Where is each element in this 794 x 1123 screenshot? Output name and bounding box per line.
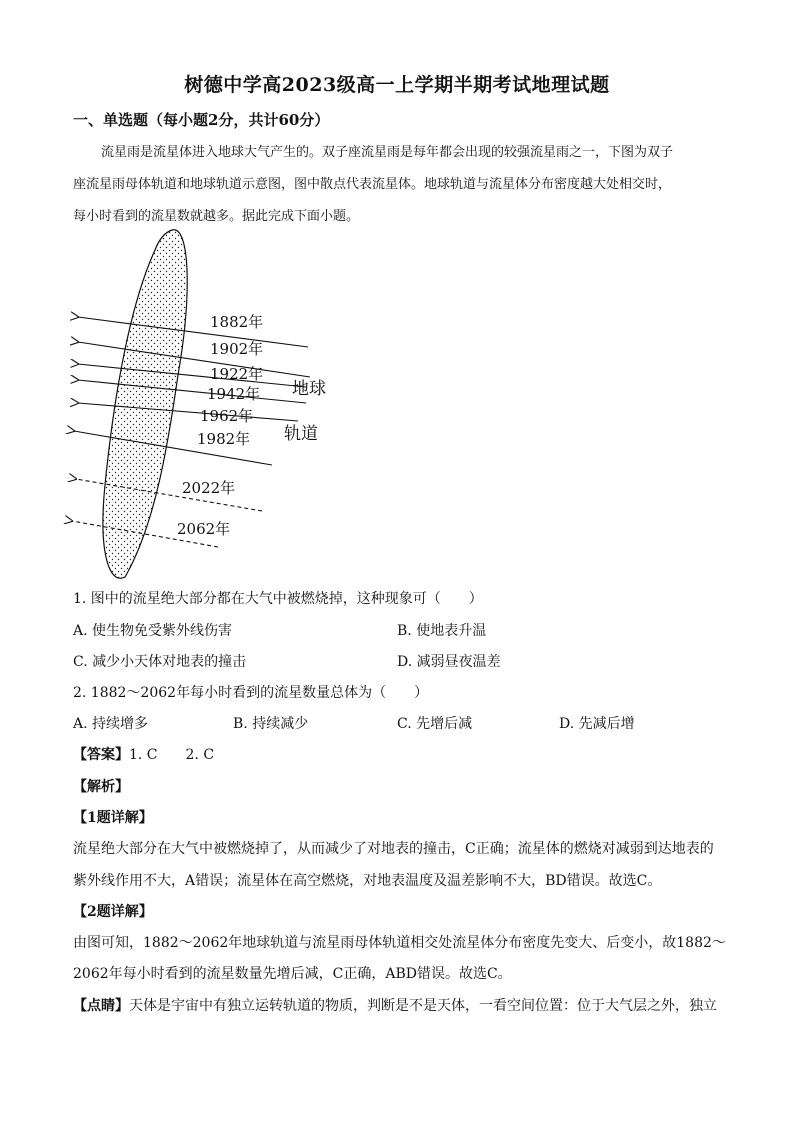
year-label-1942: 1942年 [207,385,261,403]
earth-orbit-1882 [78,317,308,347]
answer-value: 1. C 2. C [129,747,215,763]
question-2-option-a: A. 持续增多 [73,716,149,732]
intro-line-2: 座流星雨母体轨道和地球轨道示意图，图中散点代表流星体。地球轨道与流星体分布密度越大处相交时， [73,177,672,192]
meteor-orbit-figure [60,225,350,585]
intro-line-3: 每小时看到的流星数就越多。据此完成下面小题。 [73,209,360,224]
year-label-2062: 2062年 [177,520,231,538]
question-1-option-c: C. 减少小天体对地表的撞击 [73,654,247,670]
answer-line [73,744,214,764]
question-2-stem: 2. 1882～2062年每小时看到的流星数量总体为（ ） [73,685,429,701]
question-1-stem: 1. 图中的流星绝大部分都在大气中被燃烧掉，这种现象可（ ） [73,591,483,607]
question-1-option-d: D. 减弱昼夜温差 [397,654,501,670]
earth-label: 地球 [292,379,326,399]
intro-line-1: 流星雨是流星体进入地球大气产生的。双子座流星雨是每年都会出现的较强流星雨之一，下图为双子 [101,145,674,160]
section-heading: 一、单选题（每小题2分，共计60分） [73,111,330,129]
detail-2-label: 【2题详解】 [73,904,153,920]
question-1-option-b: B. 使地表升温 [397,623,487,639]
analysis-label: 【解析】 [73,779,129,795]
page-title: 树德中学高2023级高一上学期半期考试地理试题 [184,74,610,96]
detail-1-line-1: 流星绝大部分在大气中被燃烧掉了，从而减少了对地表的撞击，C正确；流星体的燃烧对减弱到达地表的 [73,841,714,857]
earth-orbit-1902 [78,342,310,377]
question-2-option-c: C. 先增后减 [397,716,473,732]
question-2-option-d: D. 先减后增 [559,716,635,732]
year-label-1922: 1922年 [210,365,264,383]
year-label-1962: 1962年 [200,407,254,425]
year-label-1882: 1882年 [210,313,264,331]
detail-2-line-2: 2062年每小时看到的流星数量先增后减，C正确，ABD错误。故选C。 [73,966,512,982]
detail-1-line-2: 紫外线作用不大，A错误；流星体在高空燃烧，对地表温度及温差影响不大，BD错误。故选C。 [73,873,662,889]
year-label-1982: 1982年 [197,430,251,448]
note-line [73,995,717,1015]
year-label-2022: 2022年 [182,479,236,497]
question-2-option-b: B. 持续减少 [233,716,309,732]
note-label: 【点睛】 [73,998,129,1014]
note-text: 天体是宇宙中有独立运转轨道的物质，判断是不是天体，一看空间位置：位于大气层之外，独立 [129,998,717,1014]
answer-label: 【答案】 [73,747,129,763]
meteor-parent-orbit [103,230,187,579]
detail-1-label: 【1题详解】 [73,810,153,826]
detail-2-line-1: 由图可知，1882～2062年地球轨道与流星雨母体轨道相交处流星体分布密度先变大、后变小，故1882～ [73,935,726,951]
year-label-1902: 1902年 [210,340,264,358]
question-1-option-a: A. 使生物免受紫外线伤害 [73,623,233,639]
earth-orbit-1962 [78,403,298,421]
orbit-label: 轨道 [284,424,318,444]
